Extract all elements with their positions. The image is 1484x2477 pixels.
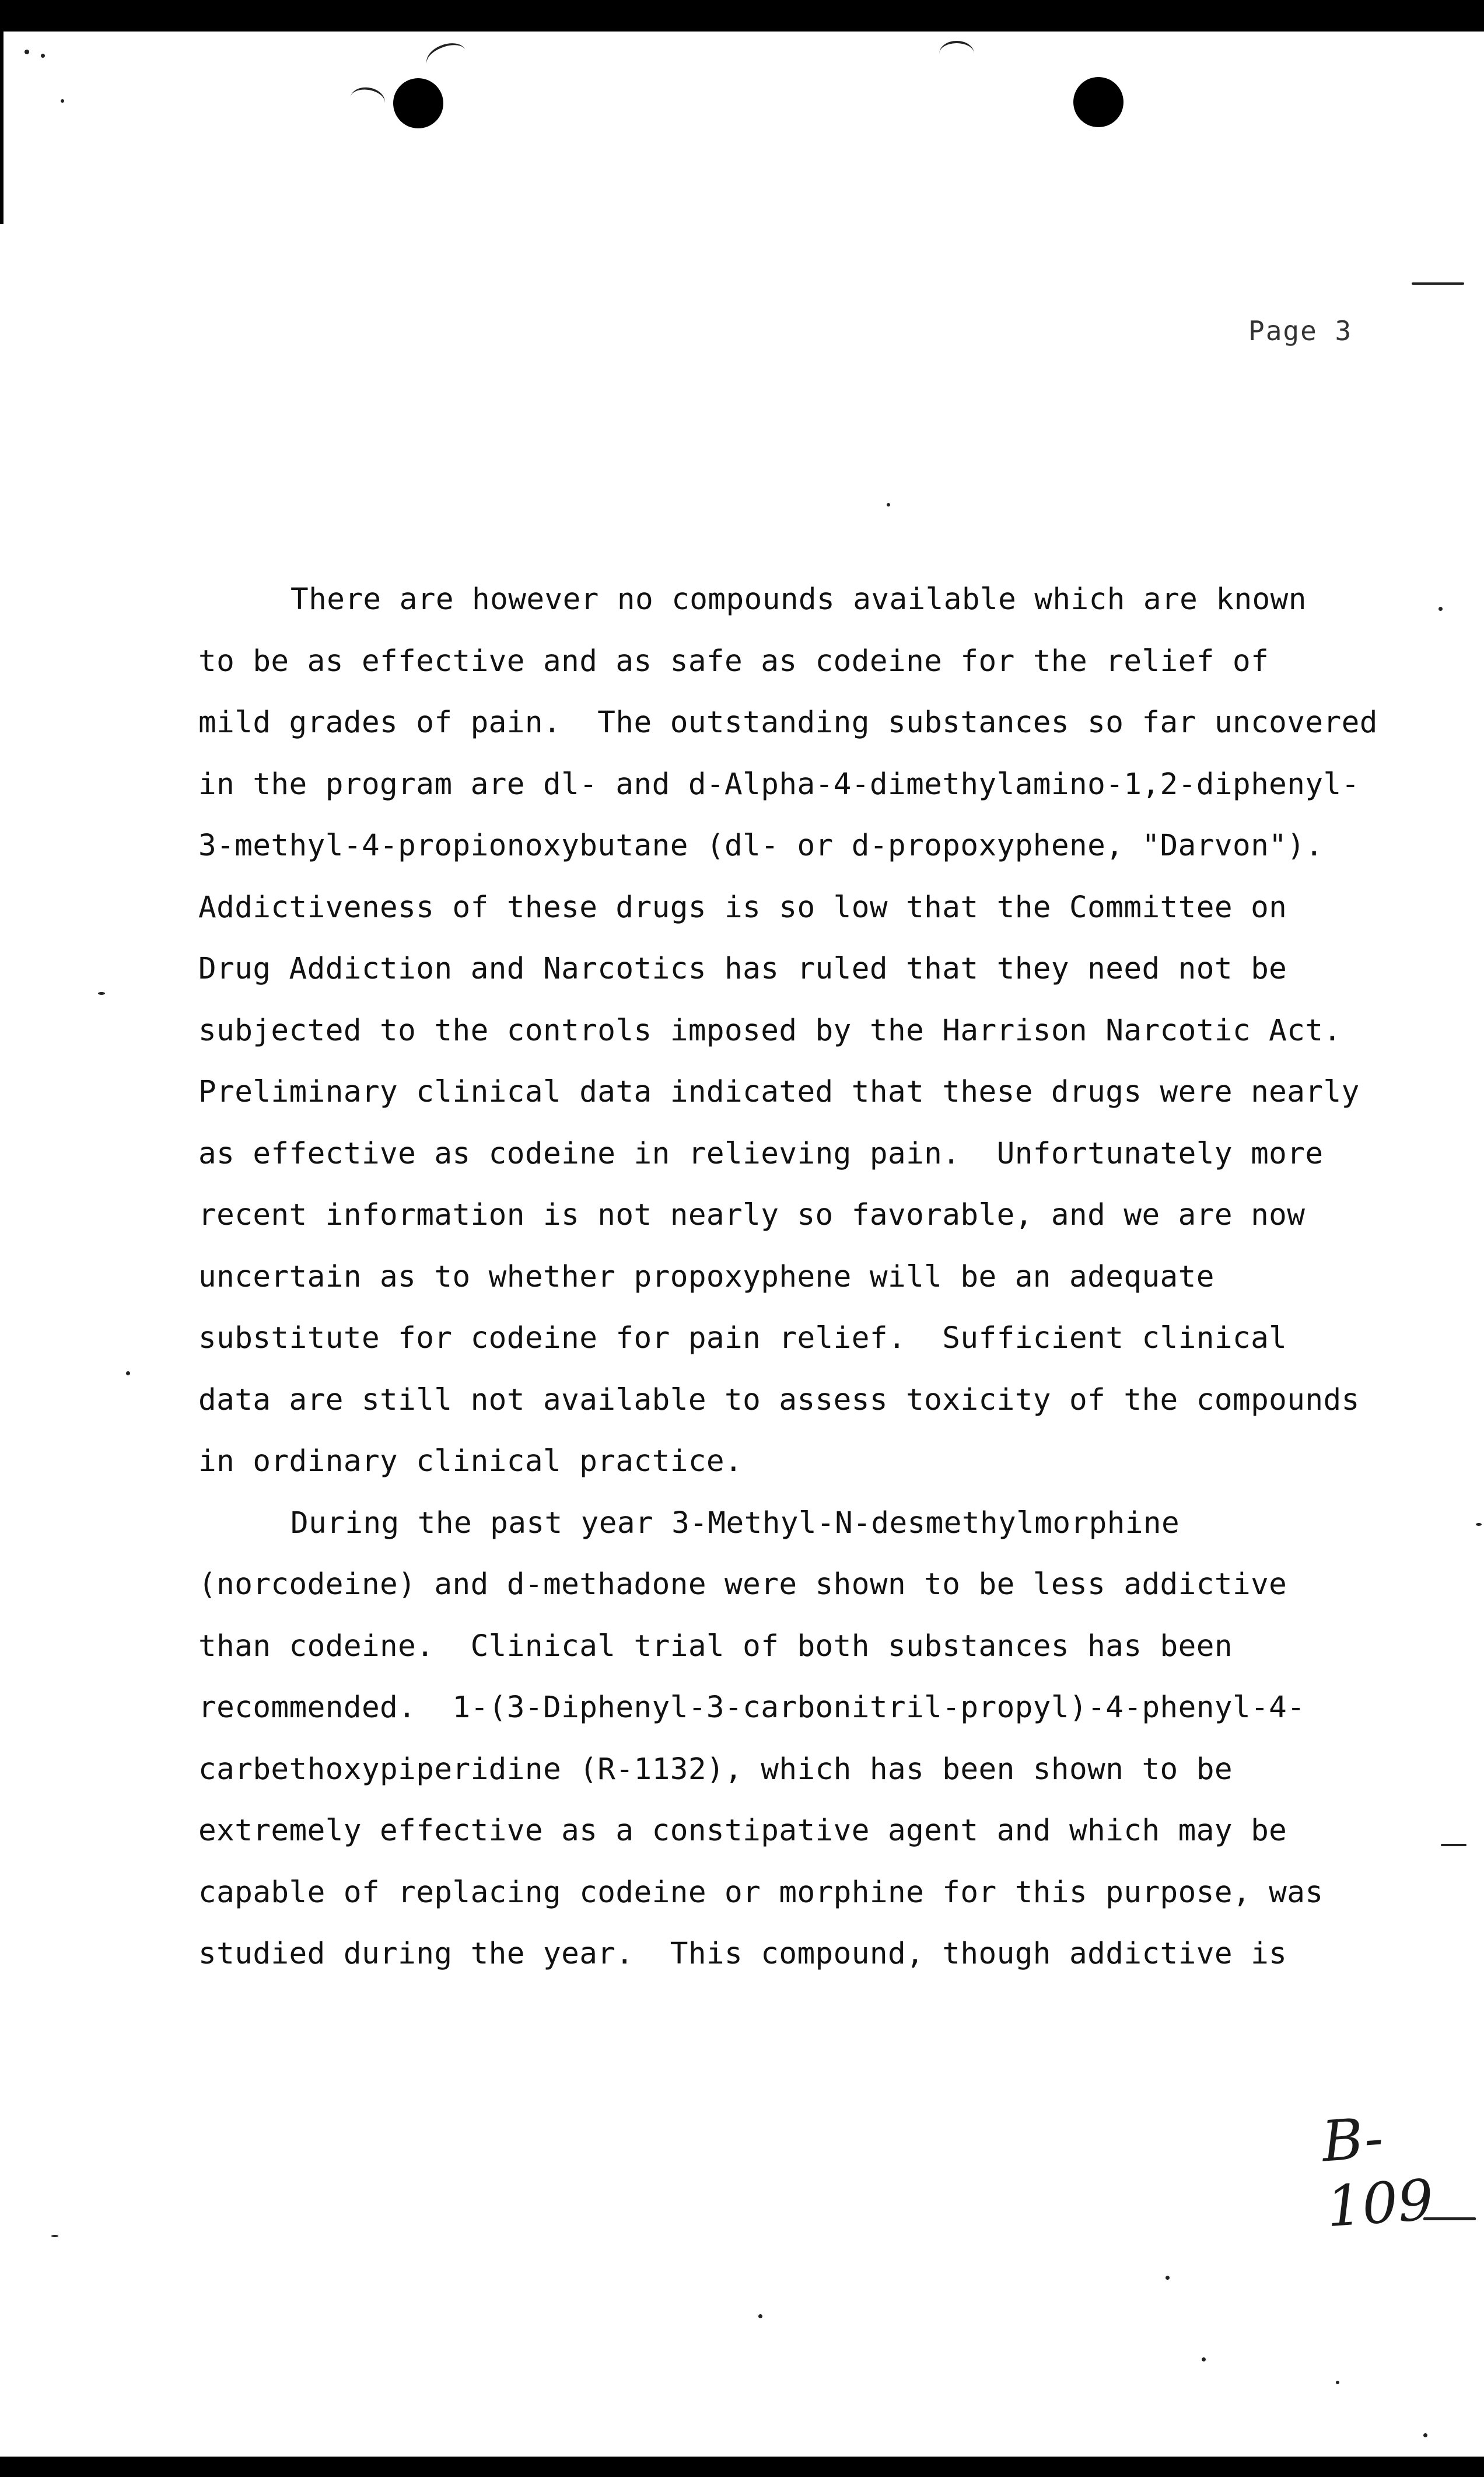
- text-line: carbethoxypiperidine (R-1132), which has been shown to be: [198, 1752, 1233, 1787]
- text-line: extremely effective as a constipative agent and which may be: [198, 1814, 1287, 1848]
- text-line: During the past year 3-Methyl-N-desmethylmorphine: [290, 1505, 1180, 1540]
- punch-hole-right: [1073, 77, 1124, 127]
- text-line: 3-methyl-4-propionoxybutane (dl- or d-propoxyphene, "Darvon").: [198, 829, 1324, 863]
- text-line: mild grades of pain. The outstanding substances so far uncovered: [198, 705, 1378, 740]
- text-line: uncertain as to whether propoxyphene will be an adequate: [198, 1259, 1214, 1294]
- scan-speck: [61, 99, 64, 103]
- punch-hole-left: [393, 78, 443, 128]
- text-line: There are however no compounds available which are known: [290, 582, 1307, 617]
- text-line: than codeine. Clinical trial of both substances has been: [198, 1629, 1233, 1664]
- scan-speck: [41, 54, 45, 58]
- scan-top-border: [0, 0, 1484, 32]
- scan-speck: [51, 2235, 58, 2237]
- scan-speck: [126, 1371, 130, 1375]
- text-line: Drug Addiction and Narcotics has ruled that they need not be: [198, 952, 1287, 986]
- scan-mark: [348, 85, 387, 116]
- page-number: Page 3: [1248, 315, 1353, 347]
- scan-speck: [1336, 2381, 1339, 2384]
- scan-mark: [423, 38, 470, 76]
- text-line: capable of replacing codeine or morphine for this purpose, was: [198, 1875, 1324, 1910]
- text-line: studied during the year. This compound, though addictive is: [198, 1937, 1287, 1971]
- scan-speck: [758, 2314, 762, 2318]
- text-line: recommended. 1-(3-Diphenyl-3-carbonitril-propyl)-4-phenyl-4-: [198, 1690, 1306, 1725]
- scan-speck: [1202, 2357, 1206, 2361]
- text-line: in ordinary clinical practice.: [198, 1444, 743, 1479]
- handwritten-label: B-109: [1320, 2105, 1436, 2240]
- text-line: Preliminary clinical data indicated that these drugs were nearly: [198, 1075, 1360, 1109]
- text-line: in the program are dl- and d-Alpha-4-dimethylamino-1,2-diphenyl-: [198, 767, 1360, 802]
- scan-speck: [98, 992, 105, 995]
- scan-speck: [1166, 2276, 1170, 2280]
- scan-mark: [939, 41, 974, 67]
- scan-speck: [1476, 1523, 1482, 1526]
- text-line: to be as effective and as safe as codeine for the relief of: [198, 644, 1269, 679]
- document-body: [198, 569, 1470, 1985]
- scan-speck: [1412, 282, 1464, 285]
- text-line: Addictiveness of these drugs is so low that the Committee on: [198, 890, 1287, 925]
- scan-bottom-border: [0, 2457, 1484, 2477]
- scan-speck: [887, 503, 890, 506]
- text-line: subjected to the controls imposed by the Harrison Narcotic Act.: [198, 1013, 1342, 1048]
- text-line: data are still not available to assess toxicity of the compounds: [198, 1382, 1360, 1417]
- scan-speck: [24, 50, 29, 54]
- text-line: as effective as codeine in relieving pain. Unfortunately more: [198, 1136, 1324, 1171]
- text-line: substitute for codeine for pain relief. Sufficient clinical: [198, 1321, 1287, 1355]
- text-line: (norcodeine) and d-methadone were shown to be less addictive: [198, 1567, 1287, 1602]
- scan-left-edge: [0, 32, 4, 224]
- scan-speck: [1423, 2433, 1427, 2437]
- text-line: recent information is not nearly so favorable, and we are now: [198, 1198, 1306, 1232]
